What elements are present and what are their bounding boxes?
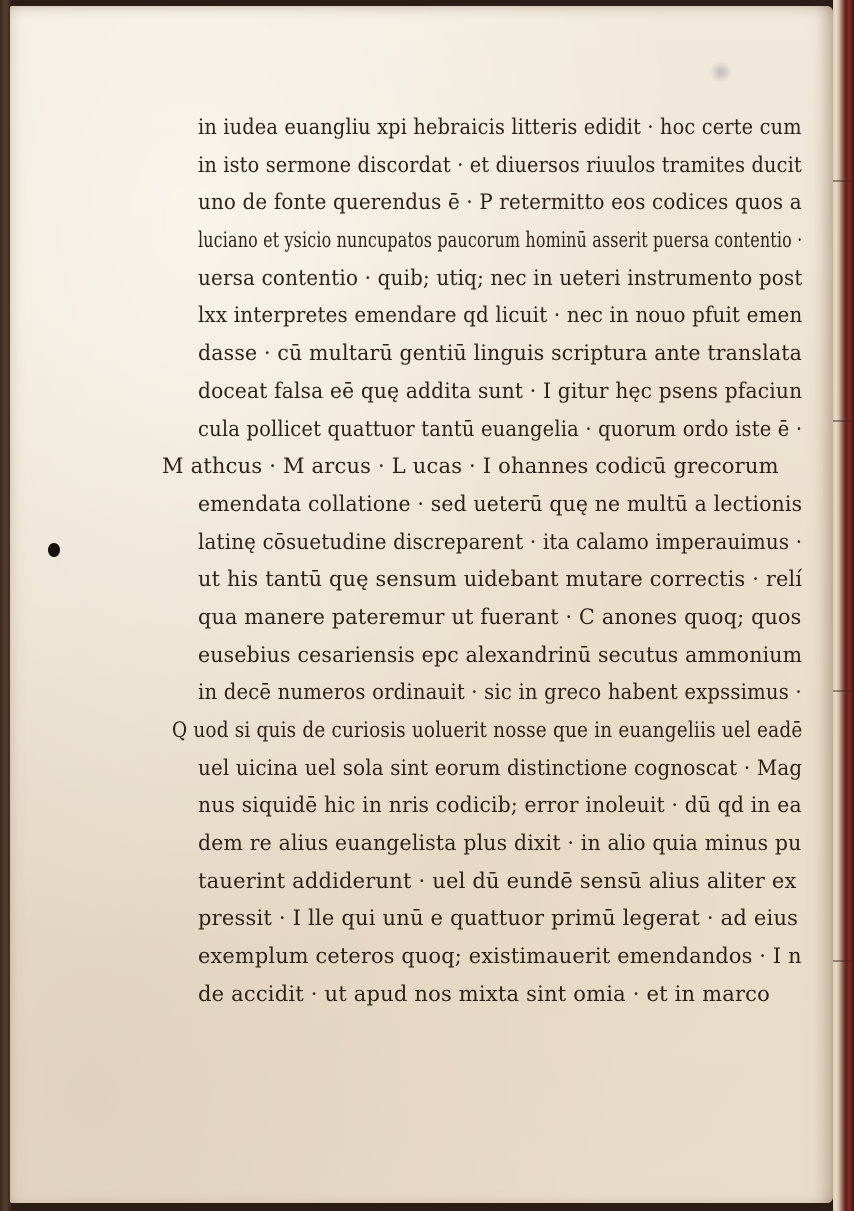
parchment-folio <box>10 6 833 1203</box>
text-line <box>162 297 802 335</box>
line-text: exemplum ceteros quoq; existimauerit emendandos · I n <box>198 944 802 969</box>
line-text: in decē numeros ordinauit · sic in greco habent expssimus · <box>198 680 802 705</box>
text-line <box>162 561 802 599</box>
line-text: uersa contentio · quib; utiq; nec in ueteri instrumento post <box>198 265 803 290</box>
text-line <box>162 674 802 712</box>
line-text: in iudea euangliu xpi hebraicis litteris edidit · hoc certe cum <box>198 115 802 139</box>
text-line <box>162 524 802 562</box>
line-text: Q uod si quis de curiosis uoluerit nosse que in euangeliis uel eadē <box>172 718 803 742</box>
text-line <box>162 260 802 298</box>
text-line <box>162 825 802 863</box>
text-line <box>162 976 802 1014</box>
line-text: emendata collatione · sed ueterū quę ne multū a lectionis <box>198 491 803 516</box>
page-fore-edge <box>833 0 854 1211</box>
text-line <box>162 599 802 637</box>
text-line <box>162 448 802 486</box>
text-line <box>162 373 802 411</box>
line-text: in isto sermone discordat · et diuersos riuulos tramites ducit <box>198 152 802 177</box>
line-text: doceat falsa eē quę addita sunt · I gitur hęc psens pfaciun <box>198 378 803 403</box>
text-line <box>162 184 802 222</box>
text-line <box>162 486 802 524</box>
line-text: ut his tantū quę sensum uidebant mutare correctis · relí <box>198 567 803 592</box>
text-line <box>162 147 802 185</box>
line-text: eusebius cesariensis epc alexandrinū secutus ammonium <box>198 642 803 667</box>
line-text: pressit · I lle qui unū e quattuor primū legerat · ad eius <box>198 906 799 931</box>
line-text: latinę cōsuetudine discreparent · ita calamo imperauimus · <box>198 529 803 554</box>
line-text: dasse · cū multarū gentiū linguis scriptura ante translata <box>198 341 802 366</box>
line-text: lxx interpretes emendare qd licuit · nec in nouo pfuit emen <box>198 303 803 328</box>
line-text: dem re alius euangelista plus dixit · in alio quia minus pu <box>198 831 802 856</box>
parchment-hole <box>48 543 60 557</box>
line-text: nus siquidē hic in nris codicib; error inoleuit · dū qd in ea <box>198 793 802 818</box>
line-text: de accidit · ut apud nos mixta sint omia · et in marco <box>198 981 770 1006</box>
text-line <box>162 222 802 260</box>
text-line <box>162 863 802 901</box>
line-text: luciano et ysicio nuncupatos paucorum hominū asserit puersa contentio · <box>198 228 803 253</box>
line-text: cula pollicet quattuor tantū euangelia · quorum ordo iste ē · <box>198 416 803 441</box>
text-line <box>162 787 802 825</box>
line-text: tauerint addiderunt · uel dū eundē sensū alius aliter ex <box>198 868 797 893</box>
text-line <box>162 109 802 147</box>
parchment-stain <box>710 61 732 83</box>
text-line <box>162 900 802 938</box>
line-text: uel uicina uel sola sint eorum distinctione cognoscat · Mag <box>198 755 803 780</box>
text-line <box>162 637 802 675</box>
line-text: uno de fonte querendus ē · P retermitto eos codices quos a <box>198 190 802 215</box>
text-line <box>162 335 802 373</box>
text-line <box>162 712 802 750</box>
line-text: qua manere pateremur ut fuerant · C anones quoq; quos <box>198 604 802 629</box>
text-line <box>162 411 802 449</box>
text-line <box>162 938 802 976</box>
line-text: M athcus · M arcus · L ucas · I ohannes codicū grecorum <box>162 454 779 479</box>
text-block <box>162 109 802 1014</box>
text-line <box>162 750 802 788</box>
